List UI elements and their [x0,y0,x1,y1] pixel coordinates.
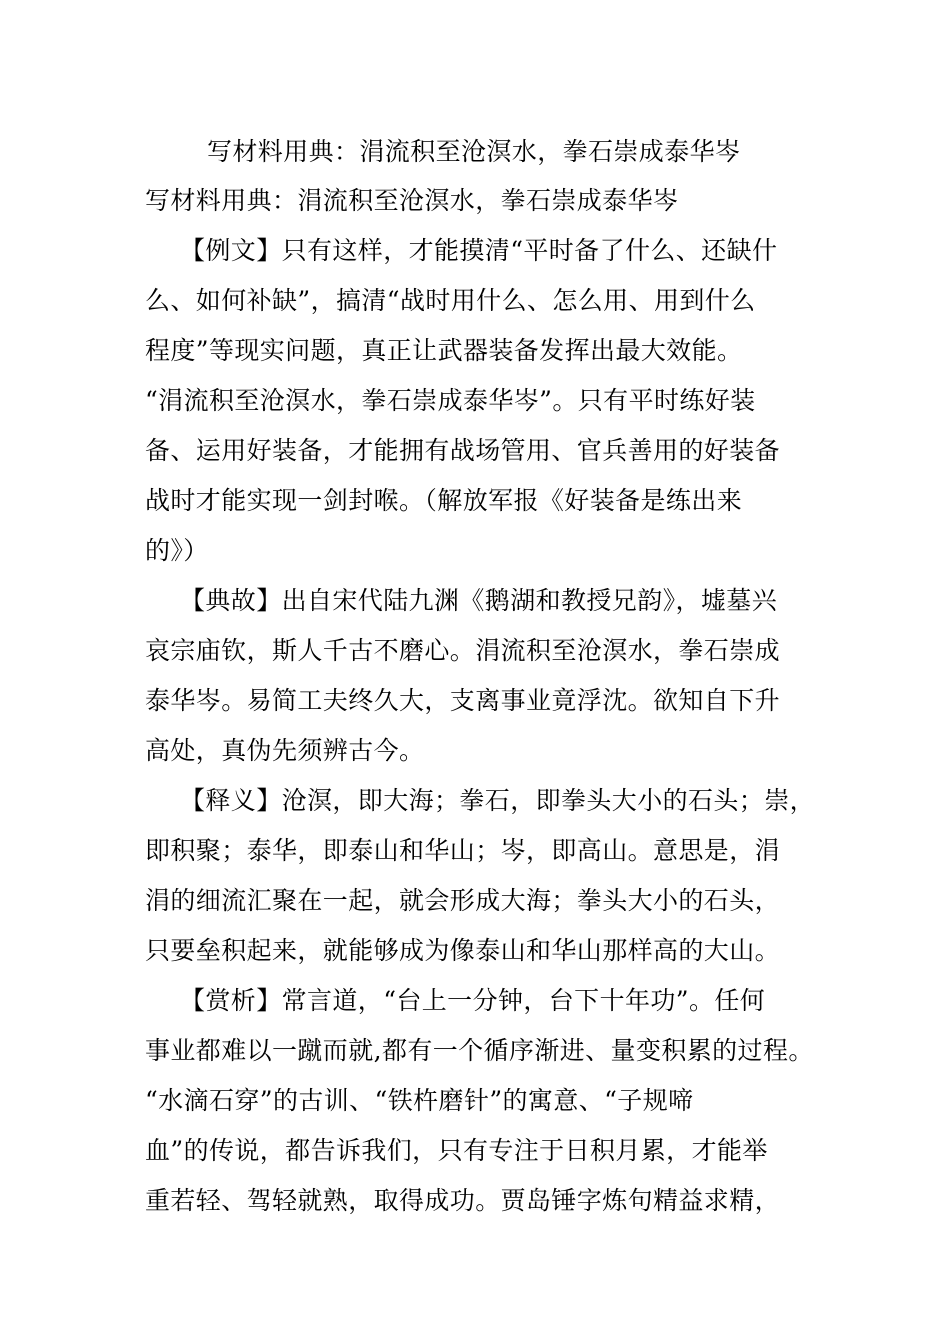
paragraph-line: 【典故】出自宋代陆九渊《鹅湖和教授兄韵》，墟墓兴 [180,586,778,615]
paragraph-line: 【释义】沧溟，即大海；拳石，即拳头大小的石头；崇， [180,786,816,815]
paragraph-line: 即积聚；泰华，即泰山和华山；岑，即高山。意思是，涓 [145,836,781,865]
paragraph-line: 泰华岑。易简工夫终久大，支离事业竟浮沈。欲知自下升 [145,686,781,715]
paragraph-line: 涓的细流汇聚在一起，就会形成大海；拳头大小的石头， [145,886,781,915]
document-subtitle: 写材料用典：涓流积至沧溟水，拳石崇成泰华岑 [145,186,679,215]
paragraph-line: “水滴石穿”的古训、“铁杵磨针”的寓意、“子规啼 [145,1086,694,1115]
document-title: 写材料用典：涓流积至沧溟水，拳石崇成泰华岑 [207,137,741,166]
paragraph-line: 血”的传说，都告诉我们，只有专注于日积月累，才能举 [145,1136,768,1165]
paragraph-line: 么、如何补缺”，搞清“战时用什么、怎么用、用到什么 [145,286,756,315]
paragraph-line: 哀宗庙钦，斯人千古不磨心。涓流积至沧溟水，拳石崇成 [145,636,781,665]
paragraph-line: 战时才能实现一剑封喉。（解放军报《好装备是练出来 [145,486,743,515]
paragraph-line: 的》） [145,536,209,565]
paragraph-line: 高处，真伪先须辨古今。 [145,736,425,765]
paragraph-line: 【赏析】常言道，“台上一分钟，台下十年功”。任何 [180,986,766,1015]
paragraph-line: 备、运用好装备，才能拥有战场管用、官兵善用的好装备 [145,436,781,465]
paragraph-line: 重若轻、驾轻就熟，取得成功。贾岛锤字炼句精益求精， [145,1186,781,1215]
paragraph-line: 程度”等现实问题，真正让武器装备发挥出最大效能。 [145,336,743,365]
paragraph-line: 只要垒积起来，就能够成为像泰山和华山那样高的大山。 [145,936,781,965]
paragraph-line: “涓流积至沧溟水，拳石崇成泰华岑”。只有平时练好装 [145,386,756,415]
paragraph-line: 【例文】只有这样，才能摸清“平时备了什么、还缺什 [180,236,778,265]
paragraph-line: 事业都难以一蹴而就,都有一个循序渐进、量变积累的过程。 [145,1036,814,1065]
